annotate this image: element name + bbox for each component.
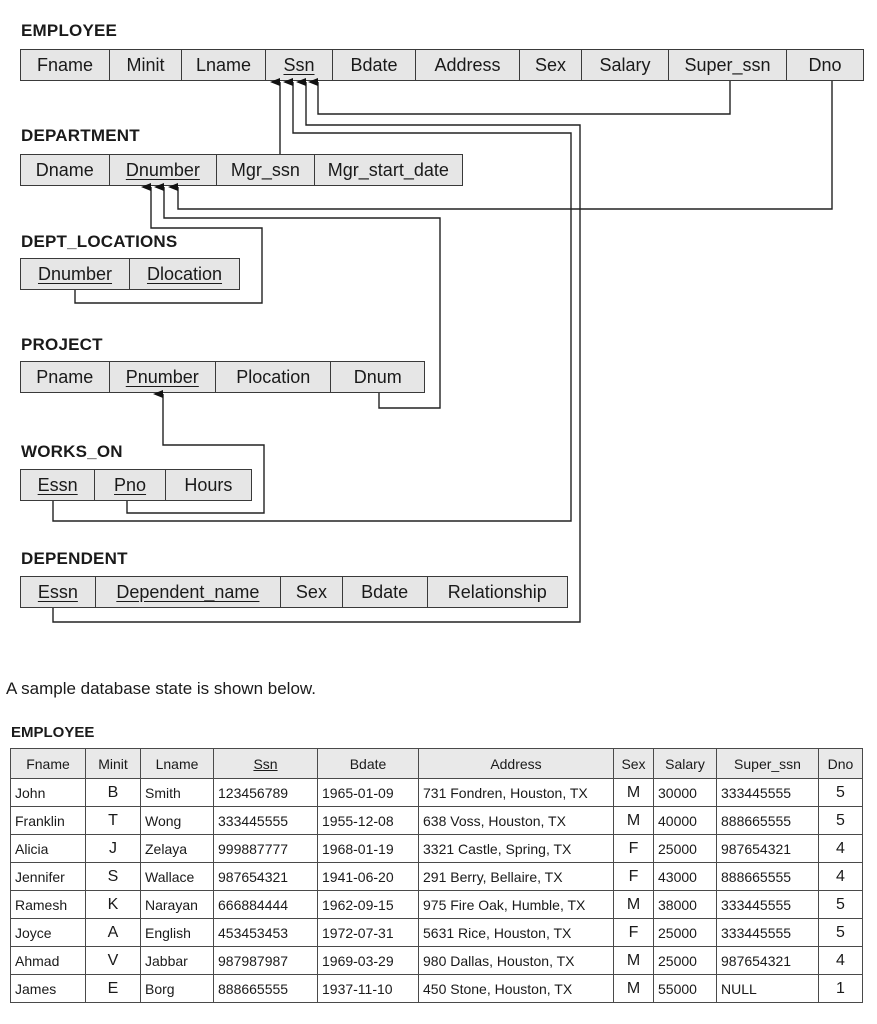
table-cell: 25000	[654, 947, 717, 975]
table-cell: 999887777	[214, 835, 318, 863]
dependent-attr	[343, 577, 428, 607]
table-cell: 4	[819, 863, 863, 891]
table-cell: James	[11, 975, 86, 1003]
table-cell: Alicia	[11, 835, 86, 863]
dependent-schema-title: DEPENDENT	[21, 549, 128, 568]
table-cell: 123456789	[214, 779, 318, 807]
department-schema	[20, 154, 463, 186]
table-cell: 333445555	[717, 891, 819, 919]
arrow-dno-to-dnumber	[178, 81, 832, 209]
table-cell: 5	[819, 891, 863, 919]
table-cell: 4	[819, 835, 863, 863]
table-cell: F	[614, 863, 654, 891]
table-cell: Jennifer	[11, 863, 86, 891]
project-attr	[216, 362, 331, 392]
column-header: Sex	[614, 749, 654, 779]
attr-label: Pnumber	[125, 366, 199, 387]
table-cell: 453453453	[214, 919, 318, 947]
table-cell: 888665555	[717, 807, 819, 835]
attr-label: Lname	[195, 54, 252, 75]
table-cell: 731 Fondren, Houston, TX	[419, 779, 614, 807]
attr-label: Ssn	[283, 54, 315, 75]
table-cell: 38000	[654, 891, 717, 919]
works-on-attr-pk	[21, 470, 95, 500]
table-cell: F	[614, 835, 654, 863]
table-cell: Franklin	[11, 807, 86, 835]
employee-attr	[21, 50, 110, 80]
column-header: Fname	[11, 749, 86, 779]
table-cell: Joyce	[11, 919, 86, 947]
table-row	[11, 975, 863, 1003]
attr-label: Relationship	[447, 581, 547, 602]
arrow-super-ssn-to-ssn	[318, 81, 730, 114]
attr-label: Plocation	[236, 366, 311, 387]
attr-label: Dlocation	[146, 263, 223, 284]
table-cell: 5	[819, 779, 863, 807]
attr-label: Hours	[184, 474, 233, 495]
table-cell: 1937-11-10	[318, 975, 419, 1003]
table-row	[11, 919, 863, 947]
table-cell: 1	[819, 975, 863, 1003]
table-cell: 291 Berry, Bellaire, TX	[419, 863, 614, 891]
attr-label: Minit	[126, 54, 165, 75]
table-cell: 987654321	[214, 863, 318, 891]
works-on-attr	[166, 470, 251, 500]
table-cell: Zelaya	[141, 835, 214, 863]
sample-state-caption: A sample database state is shown below.	[6, 679, 316, 698]
employee-attr	[110, 50, 182, 80]
attr-label: Dnumber	[125, 159, 200, 180]
table-cell: 3321 Castle, Spring, TX	[419, 835, 614, 863]
dependent-attr	[428, 577, 567, 607]
attr-label: Pno	[114, 474, 147, 495]
table-cell: 1962-09-15	[318, 891, 419, 919]
employee-schema	[20, 49, 864, 81]
employee-schema-title: EMPLOYEE	[21, 21, 118, 40]
attr-label: Essn	[37, 581, 78, 602]
column-header-label: Ssn	[253, 755, 278, 772]
project-attr	[331, 362, 424, 392]
employee-attr	[669, 50, 787, 80]
works-on-schema	[20, 469, 252, 501]
attr-label: Salary	[599, 54, 651, 75]
table-cell: 4	[819, 947, 863, 975]
dept-locations-attr-pk	[130, 259, 239, 289]
attr-label: Sex	[295, 581, 327, 602]
project-schema	[20, 361, 425, 393]
attr-label: Super_ssn	[684, 54, 771, 75]
table-cell: 5	[819, 919, 863, 947]
department-attr	[315, 155, 462, 185]
table-row	[11, 863, 863, 891]
employee-attr	[582, 50, 669, 80]
table-cell: J	[86, 835, 141, 863]
project-attr-pk	[110, 362, 216, 392]
table-cell: M	[614, 947, 654, 975]
project-attr	[21, 362, 110, 392]
table-cell: 5	[819, 807, 863, 835]
dept-locations-attr-pk	[21, 259, 130, 289]
table-cell: E	[86, 975, 141, 1003]
works-on-schema-title: WORKS_ON	[21, 442, 123, 461]
table-cell: Ahmad	[11, 947, 86, 975]
employee-table	[10, 748, 863, 1003]
column-header: Salary	[654, 749, 717, 779]
table-cell: 40000	[654, 807, 717, 835]
employee-attr	[787, 50, 863, 80]
dependent-attr-pk	[96, 577, 281, 607]
table-cell: M	[614, 891, 654, 919]
table-cell: T	[86, 807, 141, 835]
table-cell: 333445555	[717, 779, 819, 807]
table-cell: 1969-03-29	[318, 947, 419, 975]
arrow-works-on-essn-to-ssn	[53, 82, 571, 521]
dependent-attr	[281, 577, 343, 607]
table-cell: 333445555	[214, 807, 318, 835]
column-header: Minit	[86, 749, 141, 779]
table-cell: F	[614, 919, 654, 947]
table-cell: M	[614, 975, 654, 1003]
department-schema-title: DEPARTMENT	[21, 126, 140, 145]
employee-attr	[182, 50, 266, 80]
works-on-attr-pk	[95, 470, 165, 500]
column-header: Bdate	[318, 749, 419, 779]
table-cell: 43000	[654, 863, 717, 891]
table-cell: 5631 Rice, Houston, TX	[419, 919, 614, 947]
dept-locations-schema-title: DEPT_LOCATIONS	[21, 232, 178, 251]
table-cell: 450 Stone, Houston, TX	[419, 975, 614, 1003]
column-header: Dno	[819, 749, 863, 779]
table-cell: 25000	[654, 835, 717, 863]
table-cell: 980 Dallas, Houston, TX	[419, 947, 614, 975]
attr-label: Pname	[36, 366, 94, 387]
table-cell: 987987987	[214, 947, 318, 975]
attr-label: Mgr_ssn	[230, 159, 300, 180]
table-cell: 888665555	[214, 975, 318, 1003]
table-cell: 1968-01-19	[318, 835, 419, 863]
table-cell: M	[614, 807, 654, 835]
employee-table-title: EMPLOYEE	[11, 724, 95, 741]
table-cell: 1965-01-09	[318, 779, 419, 807]
table-cell: Jabbar	[141, 947, 214, 975]
attr-label: Bdate	[350, 54, 398, 75]
table-cell: 987654321	[717, 835, 819, 863]
table-cell: Wallace	[141, 863, 214, 891]
table-cell: 55000	[654, 975, 717, 1003]
employee-attr	[520, 50, 582, 80]
attr-label: Dno	[808, 54, 842, 75]
table-cell: Ramesh	[11, 891, 86, 919]
employee-attr	[333, 50, 416, 80]
table-cell: 638 Voss, Houston, TX	[419, 807, 614, 835]
table-cell: John	[11, 779, 86, 807]
attr-label: Essn	[37, 474, 78, 495]
dependent-attr-pk	[21, 577, 96, 607]
table-cell: 25000	[654, 919, 717, 947]
table-cell: 975 Fire Oak, Humble, TX	[419, 891, 614, 919]
table-cell: 1955-12-08	[318, 807, 419, 835]
column-header: Address	[419, 749, 614, 779]
table-cell: M	[614, 779, 654, 807]
table-cell: 1941-06-20	[318, 863, 419, 891]
attr-label: Sex	[534, 54, 567, 75]
department-attr	[21, 155, 110, 185]
attr-label: Dnum	[353, 366, 402, 387]
table-cell: 1972-07-31	[318, 919, 419, 947]
employee-attr-pk	[266, 50, 333, 80]
dept-locations-schema	[20, 258, 240, 290]
department-attr-pk	[110, 155, 218, 185]
attr-label: Fname	[36, 54, 94, 75]
table-cell: Narayan	[141, 891, 214, 919]
attr-label: Address	[434, 54, 501, 75]
table-cell: 987654321	[717, 947, 819, 975]
table-row	[11, 779, 863, 807]
attr-label: Dnumber	[37, 263, 113, 284]
table-cell: B	[86, 779, 141, 807]
table-cell: Smith	[141, 779, 214, 807]
table-cell: NULL	[717, 975, 819, 1003]
dependent-schema	[20, 576, 568, 608]
table-cell: K	[86, 891, 141, 919]
column-header: Lname	[141, 749, 214, 779]
attr-label: Dname	[35, 159, 94, 180]
column-header: Super_ssn	[717, 749, 819, 779]
table-cell: S	[86, 863, 141, 891]
attr-label: Mgr_start_date	[327, 159, 449, 180]
table-cell: V	[86, 947, 141, 975]
column-header	[214, 749, 318, 779]
table-cell: 666884444	[214, 891, 318, 919]
table-cell: Wong	[141, 807, 214, 835]
employee-attr	[416, 50, 520, 80]
attr-label: Bdate	[361, 581, 409, 602]
table-cell: A	[86, 919, 141, 947]
table-row	[11, 807, 863, 835]
table-row	[11, 835, 863, 863]
table-cell: 888665555	[717, 863, 819, 891]
table-cell: 30000	[654, 779, 717, 807]
project-schema-title: PROJECT	[21, 335, 103, 354]
table-cell: 333445555	[717, 919, 819, 947]
table-header-row	[11, 749, 863, 779]
table-cell: English	[141, 919, 214, 947]
attr-label: Dependent_name	[116, 581, 260, 602]
table-row	[11, 947, 863, 975]
department-attr	[217, 155, 315, 185]
table-row	[11, 891, 863, 919]
table-cell: Borg	[141, 975, 214, 1003]
